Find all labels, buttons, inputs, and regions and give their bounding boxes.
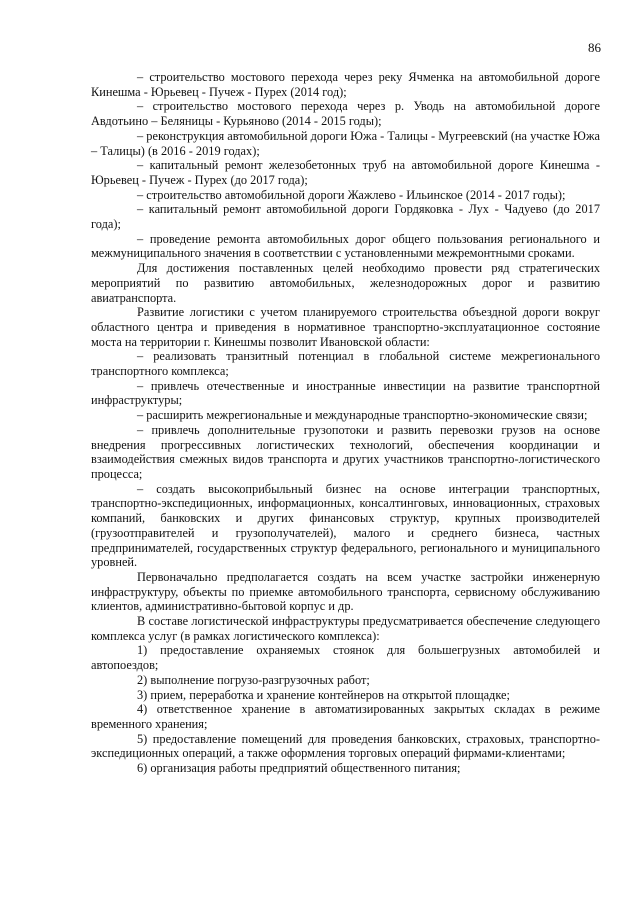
list-item-storage: 4) ответственное хранение в автоматизированных закрытых складах в режиме временного хранения;	[91, 702, 600, 731]
paragraph-infrastructure: Первоначально предполагается создать на всем участке застройки инженерную инфраструктуру, объекты по приемке автомобильного транспорта, сервисному обслуживанию клиентов, административно-бытовой корпус и др.	[91, 569, 600, 614]
paragraph-bullet-cargo-flows: – привлечь дополнительные грузопотоки и развить перевозки грузов на основе внедрения прогрессивных логистических технологий, обеспечения координации и взаимодействия смежных видов транспорта и других участников транспортно-логистического процесса;	[91, 422, 600, 481]
list-item-containers: 3) прием, переработка и хранение контейнеров на открытой площадке;	[137, 687, 510, 702]
page-number: 86	[588, 40, 601, 55]
paragraph-bullet-road-repair: – проведение ремонта автомобильных дорог общего пользования регионального и межмуниципального значения в соответствии с установленными межремонтными сроками.	[91, 231, 600, 261]
paragraph-bullet-business: – создать высокоприбыльный бизнес на основе интеграции транспортных, транспортно-экспедиционных, информационных, консалтинговых, инновационных, страховых компаний, банковских и других финансовых структур, крупных производителей (грузоотправителей и грузополучателей), малого и среднего бизнеса, частных предпринимателей, государственных структур федерального, регионального и муниципального уровней.	[91, 481, 600, 570]
list-item-parking: 1) предоставление охраняемых стоянок для большегрузных автомобилей и автопоездов;	[91, 643, 600, 673]
paragraph-bullet-bridge-uvod: – строительство мостового перехода через р. Уводь на автомобильной дороге Авдотьино – Беляницы - Курьяново (2014 - 2015 годы);	[91, 99, 600, 129]
list-item-loading: 2) выполнение погрузо-разгрузочных работ;	[137, 672, 370, 687]
document-body	[91, 70, 600, 776]
list-item-catering: 6) организация работы предприятий общественного питания;	[137, 761, 461, 776]
list-item-premises: 5) предоставление помещений для проведения банковских, страховых, транспортно-экспедиционных операций, а также оформления торговых операций фирмами-клиентами;	[91, 731, 600, 761]
paragraph-logistics-development: Развитие логистики с учетом планируемого строительства объездной дороги вокруг областного центра и приведения в нормативное транспортно-эксплуатационное состояние моста на территории г. Кинешмы позволит Ивановской области:	[91, 305, 600, 349]
paragraph-services-intro: В составе логистической инфраструктуры предусматривается обеспечение следующего комплекса услуг (в рамках логистического комплекса):	[91, 614, 600, 643]
paragraph-bullet-investments: – привлечь отечественные и иностранные инвестиции на развитие транспортной инфраструктуры;	[91, 378, 600, 408]
paragraph-bullet-bridge-yachmenka: – строительство мостового перехода через реку Ячменка на автомобильной дороге Кинешма - Юрьевец - Пучеж - Пурех (2014 год);	[91, 70, 600, 99]
paragraph-bullet-economic-links: – расширить межрегиональные и международные транспортно-экономические связи;	[137, 408, 588, 423]
paragraph-bullet-road-gordyakovka: – капитальный ремонт автомобильной дороги Гордяковка - Лух - Чадуево (до 2017 года);	[91, 202, 600, 232]
paragraph-bullet-road-zhazhlevo: – строительство автомобильной дороги Жажлево - Ильинское (2014 - 2017 годы);	[137, 187, 566, 202]
paragraph-bullet-reconstruction-yuzha: – реконструкция автомобильной дороги Южа - Талицы - Мугреевский (на участке Южа – Талицы) (в 2016 - 2019 годах);	[91, 128, 600, 158]
paragraph-bullet-pipe-repair: – капитальный ремонт железобетонных труб на автомобильной дороге Кинешма - Юрьевец - Пучеж - Пурех (до 2017 года);	[91, 158, 600, 187]
paragraph-strategic-measures: Для достижения поставленных целей необходимо провести ряд стратегических мероприятий по развитию автомобильных, железнодорожных дорог и развитию авиатранспорта.	[91, 261, 600, 305]
paragraph-bullet-transit-potential: – реализовать транзитный потенциал в глобальной системе межрегионального транспортного комплекса;	[91, 349, 600, 379]
